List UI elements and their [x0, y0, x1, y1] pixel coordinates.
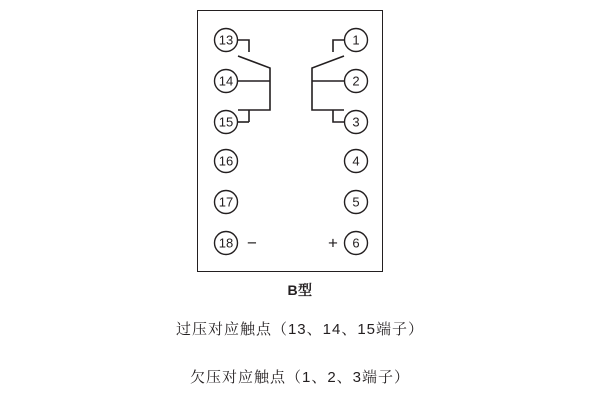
terminal-18-label: 18: [218, 235, 234, 251]
terminal-2-label: 2: [352, 73, 360, 89]
right-contact-wiring: [312, 40, 344, 122]
terminal-2[interactable]: [345, 70, 368, 93]
terminal-3-label: 3: [352, 114, 360, 130]
right-terminal1-stub: [333, 40, 344, 52]
terminal-5-label: 5: [352, 194, 360, 210]
terminal-16-label: 16: [218, 153, 234, 169]
terminal-14-label: 14: [218, 73, 234, 89]
terminal-5[interactable]: [345, 191, 368, 214]
terminal-14[interactable]: [215, 70, 238, 93]
left-nc-contact-arm: [238, 81, 270, 110]
left-no-contact-arm: [238, 56, 270, 81]
right-nc-contact-arm: [312, 81, 344, 110]
undervoltage-contact-note: 欠压对应触点（1、2、3端子）: [189, 369, 411, 386]
negative-polarity-mark: −: [247, 233, 257, 253]
terminal-3[interactable]: [345, 111, 368, 134]
left-terminal13-stub: [238, 40, 249, 52]
terminal-18[interactable]: [215, 232, 238, 255]
terminal-15-label: 15: [218, 114, 234, 130]
overvoltage-contact-note: 过压对应触点（13、14、15端子）: [175, 321, 425, 338]
positive-polarity-mark: +: [328, 233, 338, 253]
right-terminal3-stub: [333, 110, 344, 122]
terminal-4[interactable]: [345, 150, 368, 173]
terminal-17-label: 17: [218, 194, 234, 210]
terminal-1[interactable]: [345, 29, 368, 52]
left-contact-wiring: [238, 40, 270, 122]
terminal-15[interactable]: [215, 111, 238, 134]
terminal-6[interactable]: [345, 232, 368, 255]
terminal-6-label: 6: [352, 235, 360, 251]
diagram-type-title: B型: [287, 282, 313, 298]
terminal-16[interactable]: [215, 150, 238, 173]
terminal-17[interactable]: [215, 191, 238, 214]
terminal-13[interactable]: [215, 29, 238, 52]
terminal-4-label: 4: [352, 153, 360, 169]
terminal-13-label: 13: [218, 32, 234, 48]
right-no-contact-arm: [312, 56, 344, 81]
terminal-1-label: 1: [352, 32, 360, 48]
